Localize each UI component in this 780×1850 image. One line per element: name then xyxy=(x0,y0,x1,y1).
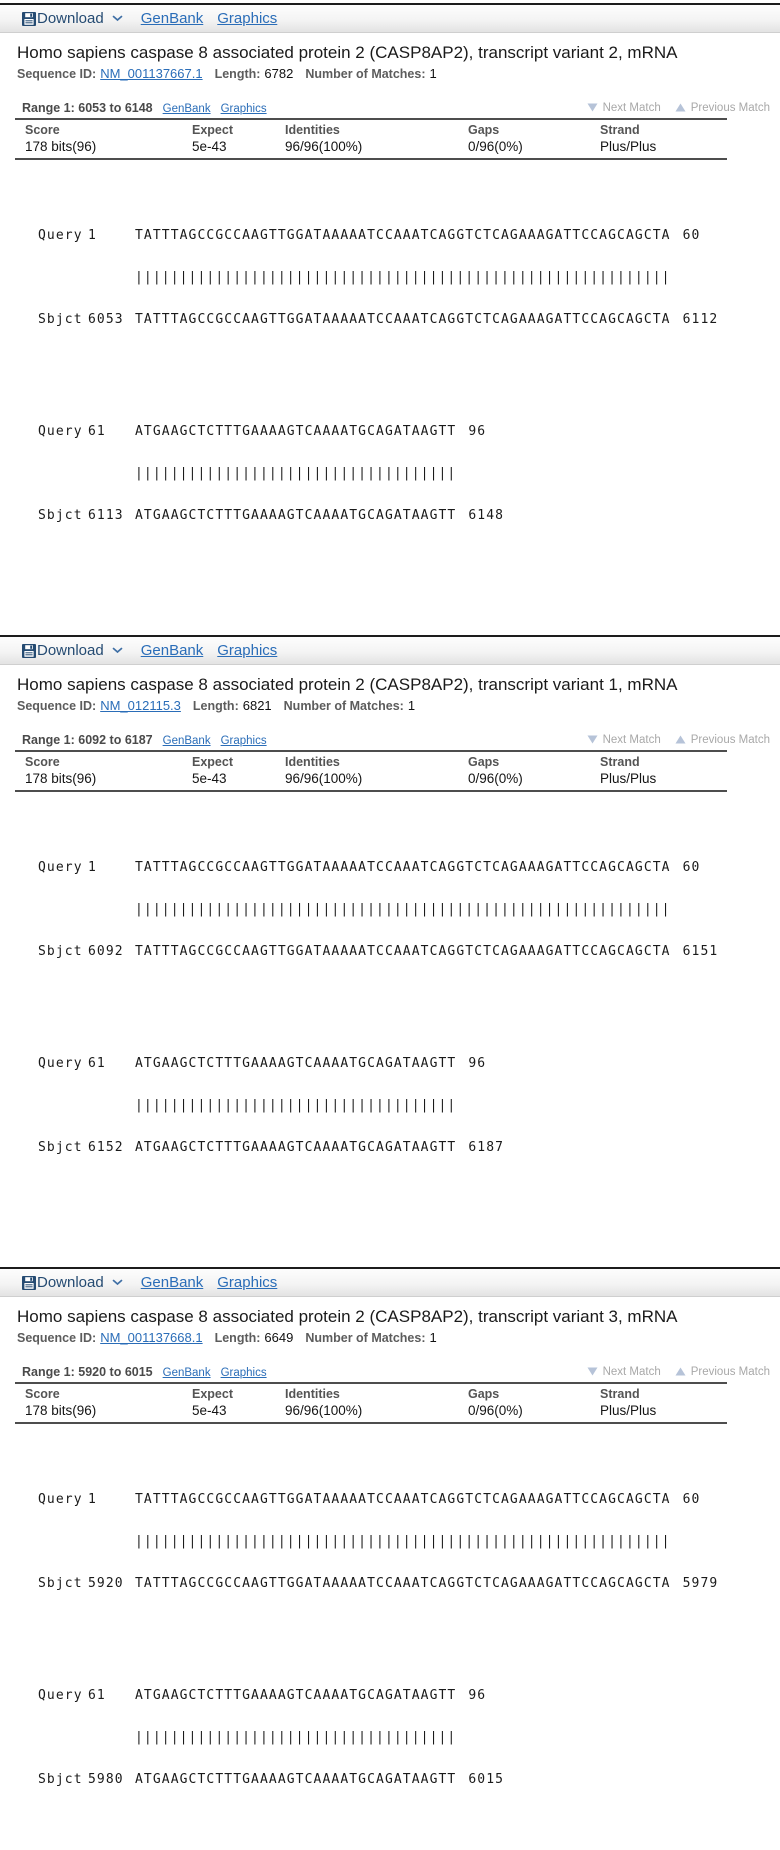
gaps-value: 0/96(0%) xyxy=(468,771,523,786)
query-start: 1 xyxy=(88,860,97,875)
score-header: Score xyxy=(25,1387,60,1401)
hit-title: Homo sapiens caspase 8 associated protein 2 (CASP8AP2), transcript variant 1, mRNA xyxy=(17,675,678,694)
triangle-up-icon xyxy=(675,1367,686,1376)
sbjct-start: 6092 xyxy=(88,944,124,959)
match-line: |||||||||||||||||||||||||||||||||||||||||||||||||||||||||||| xyxy=(135,902,671,917)
sbjct-label: Sbjct xyxy=(38,1576,83,1591)
gaps-header: Gaps xyxy=(468,755,500,769)
gaps-header: Gaps xyxy=(468,1387,500,1401)
triangle-down-icon xyxy=(587,735,598,744)
sbjct-start: 6152 xyxy=(88,1140,124,1155)
sbjct-label: Sbjct xyxy=(38,1140,83,1155)
alignment-text xyxy=(38,1437,780,1850)
length-value: 6649 xyxy=(264,1330,294,1345)
gaps-header: Gaps xyxy=(468,123,500,137)
strand-header: Strand xyxy=(600,755,640,769)
alignment-block xyxy=(38,1465,780,1619)
matches-value: 1 xyxy=(429,1330,437,1345)
previous-match-label: Previous Match xyxy=(690,733,770,746)
sbjct-sequence: ATGAAGCTCTTTGAAAAGTCAAAATGCAGATAAGTT xyxy=(135,1772,457,1787)
query-end: 60 xyxy=(682,228,701,243)
hit-meta xyxy=(17,1330,780,1345)
sbjct-label: Sbjct xyxy=(38,1772,83,1787)
length-label: Length: xyxy=(214,67,261,81)
stats-table xyxy=(15,118,727,160)
previous-match-button[interactable] xyxy=(675,102,770,114)
score-value: 178 bits(96) xyxy=(25,771,97,786)
query-end: 96 xyxy=(468,1056,487,1071)
identities-value: 96/96(100%) xyxy=(285,139,363,154)
previous-match-label: Previous Match xyxy=(690,1365,770,1378)
previous-match-button[interactable] xyxy=(675,734,770,746)
next-match-label: Next Match xyxy=(602,733,661,746)
query-start: 61 xyxy=(88,1688,106,1703)
match-nav xyxy=(573,102,770,114)
next-match-label: Next Match xyxy=(602,1365,661,1378)
stats-table xyxy=(15,750,727,792)
range-row xyxy=(22,1365,770,1379)
identities-header: Identities xyxy=(285,123,340,137)
graphics-link[interactable]: Graphics xyxy=(217,10,278,27)
length-value: 6782 xyxy=(264,66,294,81)
alignment-section xyxy=(0,1267,780,1850)
expect-value: 5e-43 xyxy=(192,139,227,154)
matches-value: 1 xyxy=(429,66,437,81)
gaps-value: 0/96(0%) xyxy=(468,1403,523,1418)
triangle-up-icon xyxy=(675,735,686,744)
next-match-button[interactable] xyxy=(587,734,661,746)
sbjct-start: 5980 xyxy=(88,1772,124,1787)
range-label: Range 1: 6053 to 6148 xyxy=(22,101,153,115)
hit-meta xyxy=(17,698,780,713)
save-icon xyxy=(22,1276,36,1290)
triangle-up-icon xyxy=(675,103,686,112)
expect-header: Expect xyxy=(192,123,233,137)
query-start: 1 xyxy=(88,228,97,243)
sbjct-start: 6053 xyxy=(88,312,124,327)
alignment-block xyxy=(38,833,780,987)
chevron-down-icon xyxy=(112,647,123,654)
query-sequence: TATTTAGCCGCCAAGTTGGATAAAAATCCAAATCAGGTCTCAGAAAGATTCCAGCAGCTA xyxy=(135,1492,671,1507)
range-graphics-link[interactable]: Graphics xyxy=(220,1367,267,1379)
section-toolbar xyxy=(0,3,780,33)
chevron-down-icon xyxy=(112,1279,123,1286)
genbank-link[interactable]: GenBank xyxy=(140,1274,204,1291)
query-label: Query xyxy=(38,228,83,243)
sbjct-end: 5979 xyxy=(682,1576,719,1591)
hit-title: Homo sapiens caspase 8 associated protein 2 (CASP8AP2), transcript variant 2, mRNA xyxy=(17,43,678,62)
accession-link[interactable]: NM_012115.3 xyxy=(100,698,181,713)
sbjct-end: 6148 xyxy=(468,508,505,523)
range-label: Range 1: 5920 to 6015 xyxy=(22,1365,153,1379)
hit-title: Homo sapiens caspase 8 associated protein 2 (CASP8AP2), transcript variant 3, mRNA xyxy=(17,1307,678,1326)
chevron-down-icon xyxy=(112,15,123,22)
triangle-down-icon xyxy=(587,103,598,112)
query-sequence: TATTTAGCCGCCAAGTTGGATAAAAATCCAAATCAGGTCTCAGAAAGATTCCAGCAGCTA xyxy=(135,860,671,875)
identities-value: 96/96(100%) xyxy=(285,1403,363,1418)
score-value: 178 bits(96) xyxy=(25,1403,97,1418)
gaps-value: 0/96(0%) xyxy=(468,139,523,154)
score-header: Score xyxy=(25,123,60,137)
download-button[interactable] xyxy=(22,642,127,659)
download-button[interactable] xyxy=(22,1274,127,1291)
match-nav xyxy=(573,734,770,746)
identities-header: Identities xyxy=(285,755,340,769)
matches-label: Number of Matches: xyxy=(305,67,426,81)
sbjct-sequence: TATTTAGCCGCCAAGTTGGATAAAAATCCAAATCAGGTCTCAGAAAGATTCCAGCAGCTA xyxy=(135,312,671,327)
sbjct-end: 6151 xyxy=(682,944,719,959)
query-label: Query xyxy=(38,1056,83,1071)
sbjct-label: Sbjct xyxy=(38,312,83,327)
strand-value: Plus/Plus xyxy=(600,1403,657,1418)
sbjct-sequence: ATGAAGCTCTTTGAAAAGTCAAAATGCAGATAAGTT xyxy=(135,508,457,523)
match-line: |||||||||||||||||||||||||||||||||||||||||||||||||||||||||||| xyxy=(135,1534,671,1549)
download-label: Download xyxy=(37,642,104,659)
score-header: Score xyxy=(25,755,60,769)
expect-header: Expect xyxy=(192,1387,233,1401)
accession-link[interactable]: NM_001137667.1 xyxy=(100,66,203,81)
alignment-section xyxy=(0,635,780,1225)
sbjct-end: 6112 xyxy=(682,312,719,327)
previous-match-label: Previous Match xyxy=(690,101,770,114)
query-sequence: ATGAAGCTCTTTGAAAAGTCAAAATGCAGATAAGTT xyxy=(135,1056,457,1071)
expect-value: 5e-43 xyxy=(192,1403,227,1418)
query-label: Query xyxy=(38,860,83,875)
section-toolbar xyxy=(0,635,780,665)
length-label: Length: xyxy=(214,1331,261,1345)
stats-table xyxy=(15,1382,727,1424)
strand-header: Strand xyxy=(600,123,640,137)
length-value: 6821 xyxy=(242,698,272,713)
query-sequence: TATTTAGCCGCCAAGTTGGATAAAAATCCAAATCAGGTCTCAGAAAGATTCCAGCAGCTA xyxy=(135,228,671,243)
graphics-link[interactable]: Graphics xyxy=(217,1274,278,1291)
alignment-section xyxy=(0,3,780,593)
expect-header: Expect xyxy=(192,755,233,769)
query-sequence: ATGAAGCTCTTTGAAAAGTCAAAATGCAGATAAGTT xyxy=(135,424,457,439)
query-label: Query xyxy=(38,424,83,439)
matches-value: 1 xyxy=(407,698,416,713)
strand-header: Strand xyxy=(600,1387,640,1401)
query-start: 61 xyxy=(88,424,106,439)
range-graphics-link[interactable]: Graphics xyxy=(220,735,267,747)
length-label: Length: xyxy=(192,699,239,713)
alignment-block xyxy=(38,397,780,551)
sbjct-label: Sbjct xyxy=(38,944,83,959)
save-icon xyxy=(22,644,36,658)
previous-match-button[interactable] xyxy=(675,1366,770,1378)
next-match-label: Next Match xyxy=(602,101,661,114)
sbjct-end: 6187 xyxy=(468,1140,505,1155)
alignment-text xyxy=(38,173,780,593)
sequence-id-label: Sequence ID: xyxy=(17,699,97,713)
match-line: |||||||||||||||||||||||||||||||||||| xyxy=(135,1730,457,1745)
expect-value: 5e-43 xyxy=(192,771,227,786)
download-button[interactable] xyxy=(22,10,127,27)
sbjct-label: Sbjct xyxy=(38,508,83,523)
range-graphics-link[interactable]: Graphics xyxy=(220,103,267,115)
alignment-block xyxy=(38,1661,780,1815)
score-value: 178 bits(96) xyxy=(25,139,97,154)
range-row xyxy=(22,101,770,115)
sbjct-sequence: TATTTAGCCGCCAAGTTGGATAAAAATCCAAATCAGGTCTCAGAAAGATTCCAGCAGCTA xyxy=(135,1576,671,1591)
match-line: |||||||||||||||||||||||||||||||||||||||||||||||||||||||||||| xyxy=(135,270,671,285)
sbjct-sequence: ATGAAGCTCTTTGAAAAGTCAAAATGCAGATAAGTT xyxy=(135,1140,457,1155)
query-end: 60 xyxy=(682,1492,701,1507)
sequence-id-label: Sequence ID: xyxy=(17,1331,97,1345)
sbjct-start: 6113 xyxy=(88,508,124,523)
next-match-button[interactable] xyxy=(587,102,661,114)
genbank-link[interactable]: GenBank xyxy=(140,642,204,659)
match-line: |||||||||||||||||||||||||||||||||||| xyxy=(135,1098,457,1113)
query-end: 60 xyxy=(682,860,701,875)
matches-label: Number of Matches: xyxy=(283,699,404,713)
query-label: Query xyxy=(38,1492,83,1507)
query-end: 96 xyxy=(468,1688,487,1703)
accession-link[interactable]: NM_001137668.1 xyxy=(100,1330,203,1345)
range-row xyxy=(22,733,770,747)
genbank-link[interactable]: GenBank xyxy=(140,10,204,27)
matches-label: Number of Matches: xyxy=(305,1331,426,1345)
query-start: 1 xyxy=(88,1492,97,1507)
triangle-down-icon xyxy=(587,1367,598,1376)
alignment-block xyxy=(38,201,780,355)
match-nav xyxy=(573,1366,770,1378)
sbjct-start: 5920 xyxy=(88,1576,124,1591)
sbjct-end: 6015 xyxy=(468,1772,505,1787)
identities-value: 96/96(100%) xyxy=(285,771,363,786)
sbjct-sequence: TATTTAGCCGCCAAGTTGGATAAAAATCCAAATCAGGTCTCAGAAAGATTCCAGCAGCTA xyxy=(135,944,671,959)
range-genbank-link[interactable]: GenBank xyxy=(162,103,211,115)
query-sequence: ATGAAGCTCTTTGAAAAGTCAAAATGCAGATAAGTT xyxy=(135,1688,457,1703)
range-label: Range 1: 6092 to 6187 xyxy=(22,733,153,747)
range-genbank-link[interactable]: GenBank xyxy=(162,735,211,747)
section-toolbar xyxy=(0,1267,780,1297)
download-label: Download xyxy=(37,1274,104,1291)
next-match-button[interactable] xyxy=(587,1366,661,1378)
query-end: 96 xyxy=(468,424,487,439)
alignment-block xyxy=(38,1029,780,1183)
query-label: Query xyxy=(38,1688,83,1703)
graphics-link[interactable]: Graphics xyxy=(217,642,278,659)
hit-meta xyxy=(17,66,780,81)
alignment-text xyxy=(38,805,780,1225)
range-genbank-link[interactable]: GenBank xyxy=(162,1367,211,1379)
download-label: Download xyxy=(37,10,104,27)
sequence-id-label: Sequence ID: xyxy=(17,67,97,81)
strand-value: Plus/Plus xyxy=(600,139,657,154)
save-icon xyxy=(22,12,36,26)
query-start: 61 xyxy=(88,1056,106,1071)
strand-value: Plus/Plus xyxy=(600,771,657,786)
identities-header: Identities xyxy=(285,1387,340,1401)
match-line: |||||||||||||||||||||||||||||||||||| xyxy=(135,466,457,481)
